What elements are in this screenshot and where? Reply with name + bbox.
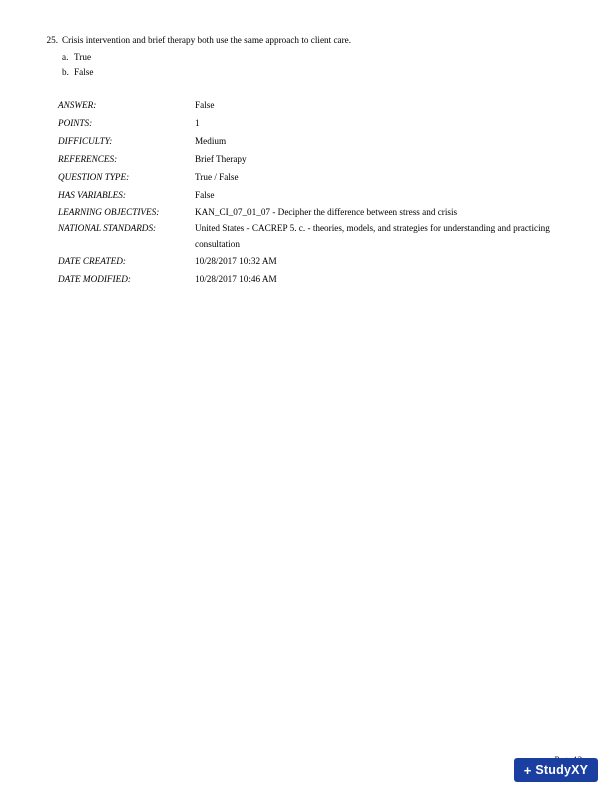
choice-b-text: False bbox=[74, 67, 94, 77]
metadata-label-national-standards: NATIONAL STANDARDS: bbox=[58, 223, 157, 233]
metadata-value-question-type: True / False bbox=[195, 172, 239, 182]
choice-a-text: True bbox=[74, 52, 92, 62]
metadata-row-references bbox=[58, 150, 583, 168]
metadata-value-national-standards: United States - CACREP 5. c. - theories, models, and strategies for understanding and practicing consultation bbox=[195, 223, 550, 249]
metadata-value-has-variables: False bbox=[195, 190, 215, 200]
metadata-value-references: Brief Therapy bbox=[195, 154, 247, 164]
question-block bbox=[40, 34, 580, 80]
metadata-label-learning-objectives: LEARNING OBJECTIVES: bbox=[58, 207, 160, 217]
choice-a[interactable] bbox=[62, 50, 580, 65]
question-number: 25. bbox=[46, 35, 58, 45]
metadata-row-difficulty bbox=[58, 132, 583, 150]
studyxy-watermark-badge[interactable] bbox=[514, 758, 598, 782]
choice-a-letter: a. bbox=[62, 52, 69, 62]
metadata-table bbox=[58, 96, 583, 288]
metadata-row-question-type bbox=[58, 168, 583, 186]
metadata-value-points: 1 bbox=[195, 118, 200, 128]
answer-choices bbox=[62, 50, 580, 80]
plus-icon: + bbox=[523, 762, 532, 778]
metadata-row-date-created bbox=[58, 252, 583, 270]
metadata-value-difficulty: Medium bbox=[195, 136, 227, 146]
metadata-label-answer: ANSWER: bbox=[58, 100, 97, 110]
question-line bbox=[40, 34, 580, 47]
metadata-label-has-variables: HAS VARIABLES: bbox=[58, 190, 126, 200]
metadata-value-answer: False bbox=[195, 100, 215, 110]
metadata-label-date-created: DATE CREATED: bbox=[58, 256, 126, 266]
metadata-row-learning-objectives bbox=[58, 204, 583, 220]
studyxy-label: StudyXY bbox=[535, 762, 589, 777]
metadata-row-answer bbox=[58, 96, 583, 114]
metadata-label-difficulty: DIFFICULTY: bbox=[58, 136, 113, 146]
metadata-label-question-type: QUESTION TYPE: bbox=[58, 172, 130, 182]
metadata-value-date-created: 10/28/2017 10:32 AM bbox=[195, 256, 277, 266]
metadata-row-date-modified bbox=[58, 270, 583, 288]
question-text: Crisis intervention and brief therapy both use the same approach to client care. bbox=[62, 35, 352, 45]
metadata-row-national-standards bbox=[58, 220, 583, 252]
choice-b[interactable] bbox=[62, 65, 580, 80]
choice-b-letter: b. bbox=[62, 67, 69, 77]
metadata-value-date-modified: 10/28/2017 10:46 AM bbox=[195, 274, 277, 284]
metadata-label-date-modified: DATE MODIFIED: bbox=[58, 274, 131, 284]
metadata-value-learning-objectives: KAN_CI_07_01_07 - Decipher the difference between stress and crisis bbox=[195, 207, 458, 217]
metadata-label-points: POINTS: bbox=[58, 118, 93, 128]
metadata-label-references: REFERENCES: bbox=[58, 154, 118, 164]
metadata-row-points bbox=[58, 114, 583, 132]
metadata-row-has-variables bbox=[58, 186, 583, 204]
